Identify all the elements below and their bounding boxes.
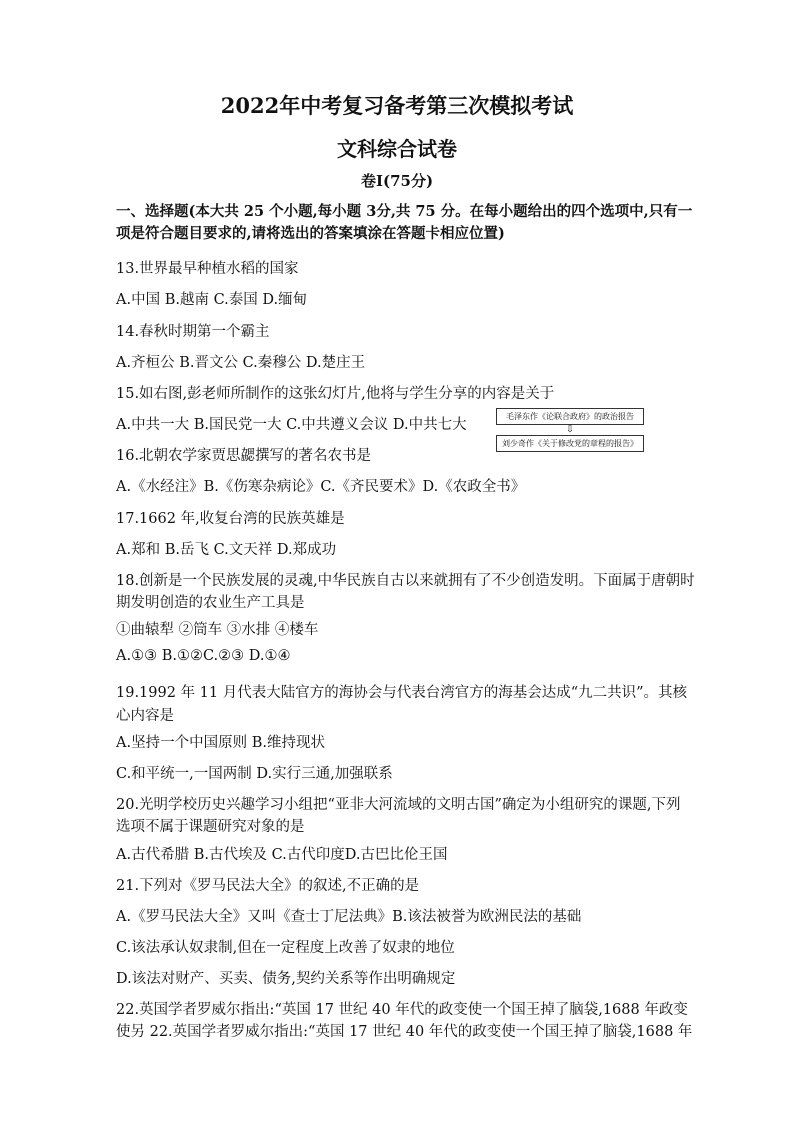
arrow-down-icon: ⇩ [565,424,575,435]
q20-stem-line2: 选项不属于课题研究对象的是 [116,819,305,835]
q22-line2: 使另 22.英国学者罗威尔指出:“英国 17 世纪 40 年代的政变使一个国王掉了脑袋,1688 年 [116,1024,693,1040]
q20-stem-line1: 20.光明学校历史兴趣学习小组把“亚非大河流域的文明古国”确定为小组研究的课题,下列 [116,797,681,813]
volume-label: 卷Ⅰ(75分) [360,172,434,190]
q22-line1: 22.英国学者罗威尔指出:“英国 17 世纪 40 年代的政变使一个国王掉了脑袋,1688 年政变 [116,1002,688,1018]
q19-options-line1: A.坚持一个中国原则 B.维持现状 [116,735,325,751]
q17-options: A.郑和 B.岳飞 C.文天祥 D.郑成功 [116,542,337,558]
q21-options-ab: A.《罗马民法大全》又叫《查士丁尼法典》B.该法被誉为欧洲民法的基础 [116,909,582,925]
section-instruction-line2: 项是符合题目要求的,请将选出的答案填涂在答题卡相应位置) [116,225,505,242]
section-instruction-line1: 一、选择题(本大共 25 个小题,每小题 3分,共 75 分。在每小题给出的四个选项中,只有一 [116,203,693,220]
slide-bottom-box: 刘少奇作《关于修改党的章程的报告》 [496,435,644,452]
q14-options: A.齐桓公 B.晋文公 C.秦穆公 D.楚庄王 [116,355,366,371]
q15-options: A.中共一大 B.国民党一大 C.中共遵义会议 D.中共七大 [116,417,467,433]
q16-options: A.《水经注》B.《伤寒杂病论》C.《齐民要术》D.《农政全书》 [116,479,526,495]
q19-options-line2: C.和平统一,一国两制 D.实行三通,加强联系 [116,766,393,782]
q16-stem: 16.北朝农学家贾思勰撰写的著名农书是 [116,448,372,464]
q13-stem: 13.世界最早种植水稻的国家 [116,261,299,277]
q18-items: ①曲辕犁 ②筒车 ③水排 ④楼车 [116,622,319,638]
q21-option-c: C.该法承认奴隶制,但在一定程度上改善了奴隶的地位 [116,940,455,956]
q15-stem: 15.如右图,彭老师所制作的这张幻灯片,他将与学生分享的内容是关于 [116,386,555,402]
q20-options: A.古代希腊 B.古代埃及 C.古代印度D.古巴比伦王国 [116,847,448,863]
q19-stem-line1: 19.1992 年 11 月代表大陆官方的海协会与代表台湾官方的海基会达成“九二共识”。其核 [116,685,688,701]
q18-stem-line1: 18.创新是一个民族发展的灵魂,中华民族自古以来就拥有了不少创造发明。下面属于唐朝时 [116,573,695,589]
q13-options: A.中国 B.越南 C.泰国 D.缅甸 [116,292,308,308]
q15-slide-figure [496,408,644,452]
q19-stem-line2: 心内容是 [116,708,174,724]
paper-title: 文科综合试卷 [337,137,457,161]
q21-option-d: D.该法对财产、买卖、债务,契约关系等作出明确规定 [116,971,456,987]
q17-stem: 17.1662 年,收复台湾的民族英雄是 [116,511,345,527]
q18-options: A.①③ B.①②C.②③ D.①④ [116,648,291,664]
q14-stem: 14.春秋时期第一个霸主 [116,324,270,340]
q18-stem-line2: 期发明创造的农业生产工具是 [116,595,305,611]
exam-title: 2022年中考复习备考第三次模拟考试 [220,93,574,118]
q21-stem: 21.下列对《罗马民法大全》的叙述,不正确的是 [116,878,420,894]
slide-top-box: 毛泽东作《论联合政府》的政治报告 [496,408,644,425]
